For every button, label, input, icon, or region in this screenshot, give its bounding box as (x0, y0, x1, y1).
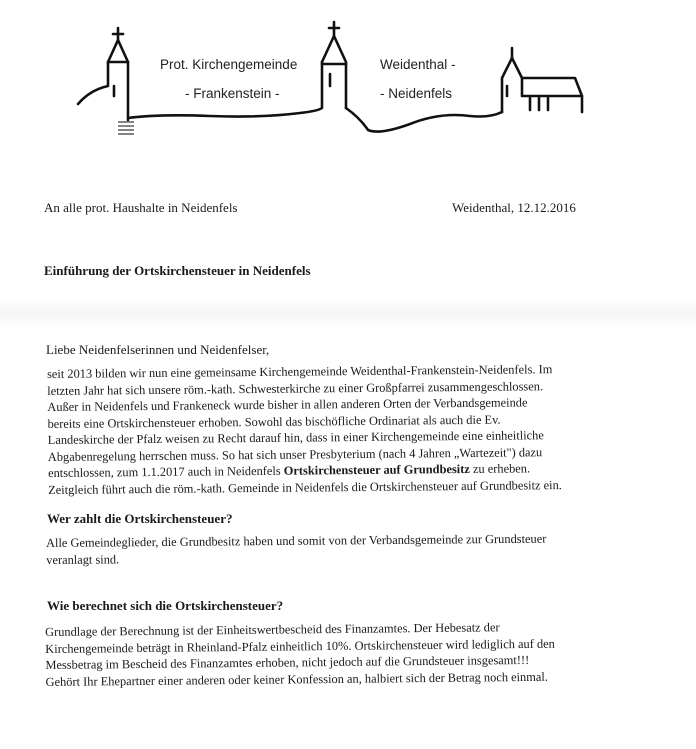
intro-line: letzten Jahr hat sich unsere röm.-kath. Schwesterkirche zu einer Großpfarrei zusammengeschlossen. (47, 378, 544, 398)
paragraph-line: Kirchengemeinde beträgt in Rheinland-Pfalz einheitlich 10%. Ortskirchensteuer wird lediglich auf den (45, 636, 555, 656)
salutation: Liebe Neidenfelserinnen und Neidenfelser, (46, 342, 270, 357)
letterhead-neidenfels: - Neidenfels (380, 86, 453, 101)
section-text-calculation (45, 618, 646, 690)
paragraph-line: Gehört Ihr Ehepartner einer anderen oder keiner Konfession an, halbiert sich der Betrag noch einmal. (45, 669, 548, 689)
intro-line: bereits eine Ortskirchensteuer erhoben. Sowohl das bischöfliche Ordinariat als auch die Ev. (47, 412, 501, 431)
letterhead-weidenthal: Weidenthal - (380, 57, 456, 72)
intro-line: seit 2013 bilden wir nun eine gemeinsame Kirchengemeinde Weidenthal-Frankenstein-Neidenfels. Im (47, 362, 553, 381)
recipient-line: An alle prot. Haushalte in Neidenfels (44, 200, 238, 215)
intro-line: Abgabenregelung herrschen muss. So hat sich unser Presbyterium (nach 4 Jahren „Wartezeit") dazu (47, 444, 543, 464)
intro-line: Außer in Neidenfels und Frankeneck wurde bisher in allen anderen Orten der Verbandsgemeinde (47, 395, 528, 414)
paragraph-line: Alle Gemeindeglieder, die Grundbesitz haben und somit von der Verbandsgemeinde zur Grundsteuer (46, 531, 547, 550)
section-heading-calculation: Wie berechnet sich die Ortskirchensteuer? (47, 598, 284, 613)
scan-fold-shadow (0, 300, 696, 328)
intro-emphasis: Ortskirchensteuer auf Grundbesitz (283, 461, 470, 478)
intro-line-part: entschlossen, zum 1.1.2017 auch in Neidenfels (47, 463, 284, 480)
paragraph-line: veranlagt sind. (46, 551, 120, 567)
letterhead-parish-name: Prot. Kirchengemeinde (160, 57, 298, 72)
letter-subject: Einführung der Ortskirchensteuer in Neidenfels (44, 263, 311, 278)
paragraph-line: Grundlage der Berechnung ist der Einheitswertbescheid des Finanzamtes. Der Hebesatz der (45, 620, 500, 639)
intro-line-part: zu erheben. (469, 461, 531, 476)
intro-line: Landeskirche der Pfalz weisen zu Recht darauf hin, dass in einer Kirchengemeinde eine einheitliche (47, 428, 544, 447)
letterhead-frankenstein: - Frankenstein - (185, 86, 280, 101)
place-date: Weidenthal, 12.12.2016 (452, 200, 576, 215)
intro-line: Zeitgleich führt auch die röm.-kath. Gemeinde in Neidenfels die Ortskirchensteuer auf Grundbesitz ein. (48, 477, 562, 497)
intro-paragraph (47, 360, 648, 498)
church-skyline-logo (0, 0, 696, 175)
section-heading-who-pays: Wer zahlt die Ortskirchensteuer? (47, 511, 233, 526)
paragraph-line: Messbetrag im Bescheid des Finanzamtes erhoben, nicht jedoch auf die Grundsteuer insgesamt!!! (45, 652, 530, 672)
section-text-who-pays (46, 530, 646, 568)
